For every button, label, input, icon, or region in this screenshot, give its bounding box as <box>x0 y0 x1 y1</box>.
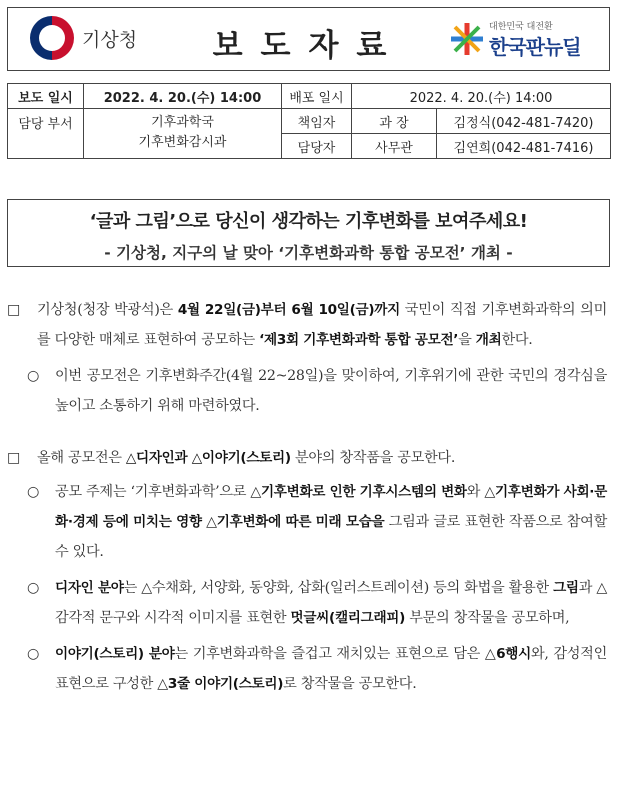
release-info-table <box>7 83 611 159</box>
distribution-time-value: 2022. 4. 20.(수) 14:00 <box>352 84 611 109</box>
paragraph-2 <box>7 361 607 421</box>
manager-role-label: 책임자 <box>282 109 352 134</box>
department-line-1: 기후과학국 <box>151 115 214 130</box>
text: 는 △수채화, 서양화, 동양화, 삽화(일러스트레이션) 등의 화법을 활용한 <box>123 580 554 596</box>
manager-title: 과 장 <box>352 109 437 134</box>
text: 와, 감성적인 표현으로 구성한 △ <box>55 646 607 692</box>
text: 로 창작물을 공모한다. <box>283 676 417 692</box>
text: △ <box>201 514 217 530</box>
text: 을 <box>458 332 476 348</box>
circle-bullet: ○ <box>27 646 40 662</box>
page-title: 보도자료 <box>212 28 405 64</box>
department-line-2: 기후변화감시과 <box>138 135 227 150</box>
paragraph-6 <box>7 639 607 699</box>
paragraph-4 <box>7 477 607 567</box>
paragraph-3 <box>7 443 607 473</box>
text: 분야의 창작품을 공모한다. <box>290 450 456 466</box>
text: 부문의 창작물을 공모하며, <box>405 610 570 626</box>
department-label: 담당 부서 <box>8 109 84 159</box>
manager-contact: 김정식(042-481-7420) <box>437 109 611 134</box>
circle-bullet: ○ <box>27 580 40 596</box>
staff-title: 사무관 <box>352 134 437 159</box>
bold-text: 개최 <box>475 332 502 348</box>
text: 기상청(청장 박광석)은 <box>37 302 178 318</box>
bold-text: 멋글씨(캘리그래피) <box>290 610 406 626</box>
bold-text: 그림 <box>553 580 579 596</box>
staff-contact: 김연희(042-481-7416) <box>437 134 611 159</box>
text: 한다. <box>501 332 533 348</box>
headline-box <box>7 199 610 267</box>
release-time-value: 2022. 4. 20.(수) 14:00 <box>84 84 282 109</box>
text: 는 기후변화과학을 즐겁고 재치있는 표현으로 담은 △ <box>174 646 497 662</box>
bold-text: 6행시 <box>496 646 531 662</box>
bold-text: 기후변화에 따른 미래 모습을 <box>216 514 385 530</box>
staff-role-label: 담당자 <box>282 134 352 159</box>
circle-bullet: ○ <box>27 368 40 384</box>
headline-main: ‘글과 그림’으로 당신이 생각하는 기후변화를 보여주세요! <box>89 211 528 232</box>
release-time-label: 보도 일시 <box>8 84 84 109</box>
headline-sub: - 기상청, 지구의 날 맞아 ‘기후변화과학 통합 공모전’ 개최 - <box>104 244 513 262</box>
square-bullet: □ <box>7 302 21 318</box>
circle-bullet: ○ <box>27 484 40 500</box>
bold-text: △디자인과 △이야기(스토리) <box>125 450 291 466</box>
text: 공모 주제는 ‘기후변화과학’으로 △ <box>55 484 261 500</box>
text: 와 △ <box>466 484 496 500</box>
header-box <box>7 7 610 71</box>
text: 과 △감각적 문구와 시각적 이미지를 표현한 <box>55 580 607 626</box>
bold-text: 기후변화로 인한 기후시스템의 변화 <box>260 484 467 500</box>
bold-text: 3줄 이야기(스토리) <box>167 676 284 692</box>
text: 이번 공모전은 기후변화주간(4월 22~28일)을 맞이하여, 기후위기에 관한 국민의 경각심을 높이고 소통하기 위해 마련하였다. <box>55 368 607 414</box>
bold-text: 디자인 분야 <box>55 580 124 596</box>
text: 올해 공모전은 <box>37 450 126 466</box>
department-value <box>84 109 282 159</box>
korean-new-deal-logo <box>449 17 599 63</box>
text: 국민이 직접 기후변화과학의 의미를 다양한 매체로 표현하여 공모하는 <box>37 302 607 348</box>
paragraph-1 <box>7 295 607 355</box>
bold-text: 이야기(스토리) 분야 <box>55 646 175 662</box>
bold-text: 4월 22일(금)부터 6월 10일(금)까지 <box>177 302 400 318</box>
article-body <box>7 295 607 699</box>
new-deal-star-icon <box>449 21 485 57</box>
paragraph-5 <box>7 573 607 633</box>
bold-text: ‘제3회 기후변화과학 통합 공모전’ <box>259 332 459 348</box>
new-deal-name: 한국판뉴딜 <box>489 35 581 59</box>
distribution-time-label: 배포 일시 <box>282 84 352 109</box>
org-name: 기상청 <box>82 29 138 51</box>
square-bullet: □ <box>7 450 21 466</box>
text: 그림과 글로 표현한 작품으로 참여할 수 있다. <box>55 514 607 560</box>
new-deal-tagline: 대한민국 대전환 <box>489 22 553 32</box>
bold-text: 기후변화가 사회·문화·경제 등에 미치는 영향 <box>55 484 607 530</box>
